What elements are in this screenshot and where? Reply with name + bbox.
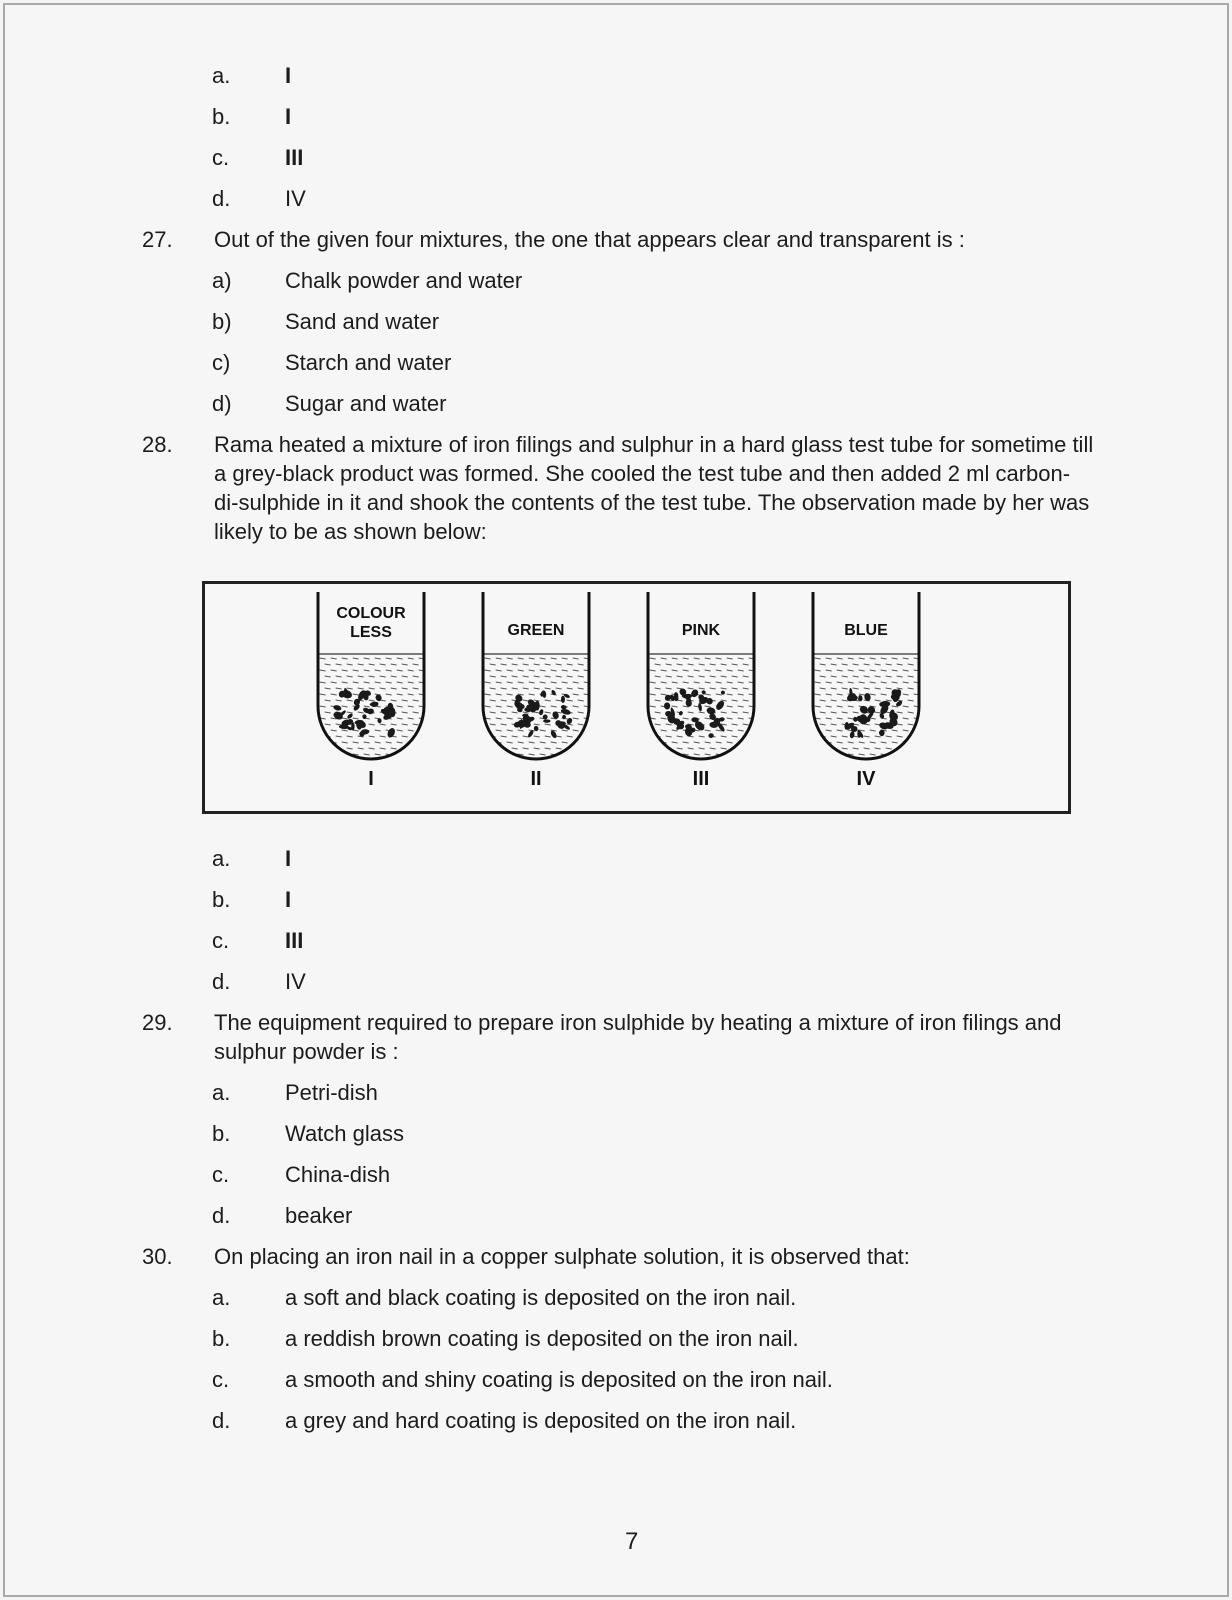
option-text: Petri-dish (285, 1080, 378, 1105)
option-text: beaker (285, 1203, 353, 1228)
tube-outline (648, 592, 754, 759)
option-text: I (285, 63, 292, 88)
option-label: c. (212, 145, 230, 170)
option-text: I (285, 887, 292, 912)
question-number: 28. (142, 432, 173, 457)
tube-color-label: BLUE (844, 622, 888, 639)
option-label: c. (212, 928, 230, 953)
option-text: Chalk powder and water (285, 268, 523, 293)
question-text-line: likely to be as shown below: (214, 519, 487, 544)
option-label: a. (212, 63, 231, 88)
option-label: a) (212, 268, 232, 293)
question-text: On placing an iron nail in a copper sulphate solution, it is observed that: (214, 1244, 910, 1269)
option-label: a. (212, 846, 231, 871)
tube-numeral: III (692, 768, 710, 790)
test-tube-4 (813, 592, 925, 790)
test-tubes-diagram (205, 584, 1068, 811)
tube-outline (813, 592, 919, 759)
option-label: a. (212, 1080, 231, 1105)
tube-numeral: I (368, 768, 374, 790)
tube-outline (483, 592, 589, 759)
option-label: d. (212, 1408, 231, 1433)
option-text: I (285, 104, 292, 129)
option-text: Starch and water (285, 350, 452, 375)
question-text-line: a grey-black product was formed. She cooled the test tube and then added 2 ml carbon- (214, 461, 1071, 486)
option-text: a soft and black coating is deposited on the iron nail. (285, 1285, 797, 1310)
option-text: a grey and hard coating is deposited on the iron nail. (285, 1408, 797, 1433)
tube-numeral: IV (856, 768, 876, 790)
option-label: b. (212, 887, 231, 912)
page-number: 7 (625, 1528, 639, 1555)
question-text-line: The equipment required to prepare iron sulphide by heating a mixture of iron filings and (214, 1010, 1062, 1035)
question-text: Out of the given four mixtures, the one that appears clear and transparent is : (214, 227, 965, 252)
question-text-line: Rama heated a mixture of iron filings and sulphur in a hard glass test tube for sometime till (214, 432, 1094, 457)
test-tube-3 (648, 592, 760, 790)
tube-color-label: PINK (681, 622, 721, 639)
option-label: d. (212, 969, 231, 994)
question-number: 27. (142, 227, 173, 252)
option-label: b) (212, 309, 232, 334)
question-number: 30. (142, 1244, 173, 1269)
option-label: b. (212, 1121, 231, 1146)
test-tube-figure (202, 581, 1071, 814)
option-text: Sand and water (285, 309, 440, 334)
question-number: 29. (142, 1010, 173, 1035)
option-text: a reddish brown coating is deposited on the iron nail. (285, 1326, 799, 1351)
tube-color-label: LESS (350, 624, 392, 641)
option-label: c) (212, 350, 231, 375)
test-tube-1 (318, 592, 430, 790)
tube-numeral: II (530, 768, 542, 790)
option-label: a. (212, 1285, 231, 1310)
option-label: d. (212, 186, 231, 211)
tube-color-label: GREEN (507, 622, 565, 639)
option-text: Sugar and water (285, 391, 447, 416)
option-label: d) (212, 391, 232, 416)
option-text: Watch glass (285, 1121, 405, 1146)
option-label: b. (212, 1326, 231, 1351)
option-text: III (285, 145, 304, 170)
question-text-line: di-sulphide in it and shook the contents of the test tube. The observation made by her was (214, 490, 1090, 515)
exam-page (3, 3, 1229, 1597)
option-text: IV (285, 969, 306, 994)
tube-color-label: COLOUR (336, 605, 406, 622)
option-text: a smooth and shiny coating is deposited on the iron nail. (285, 1367, 833, 1392)
question-text-line: sulphur powder is : (214, 1039, 399, 1064)
test-tube-2 (483, 592, 595, 790)
option-label: c. (212, 1162, 230, 1187)
option-label: b. (212, 104, 231, 129)
option-text: I (285, 846, 292, 871)
option-text: III (285, 928, 304, 953)
option-label: d. (212, 1203, 231, 1228)
option-text: IV (285, 186, 306, 211)
option-label: c. (212, 1367, 230, 1392)
option-text: China-dish (285, 1162, 391, 1187)
